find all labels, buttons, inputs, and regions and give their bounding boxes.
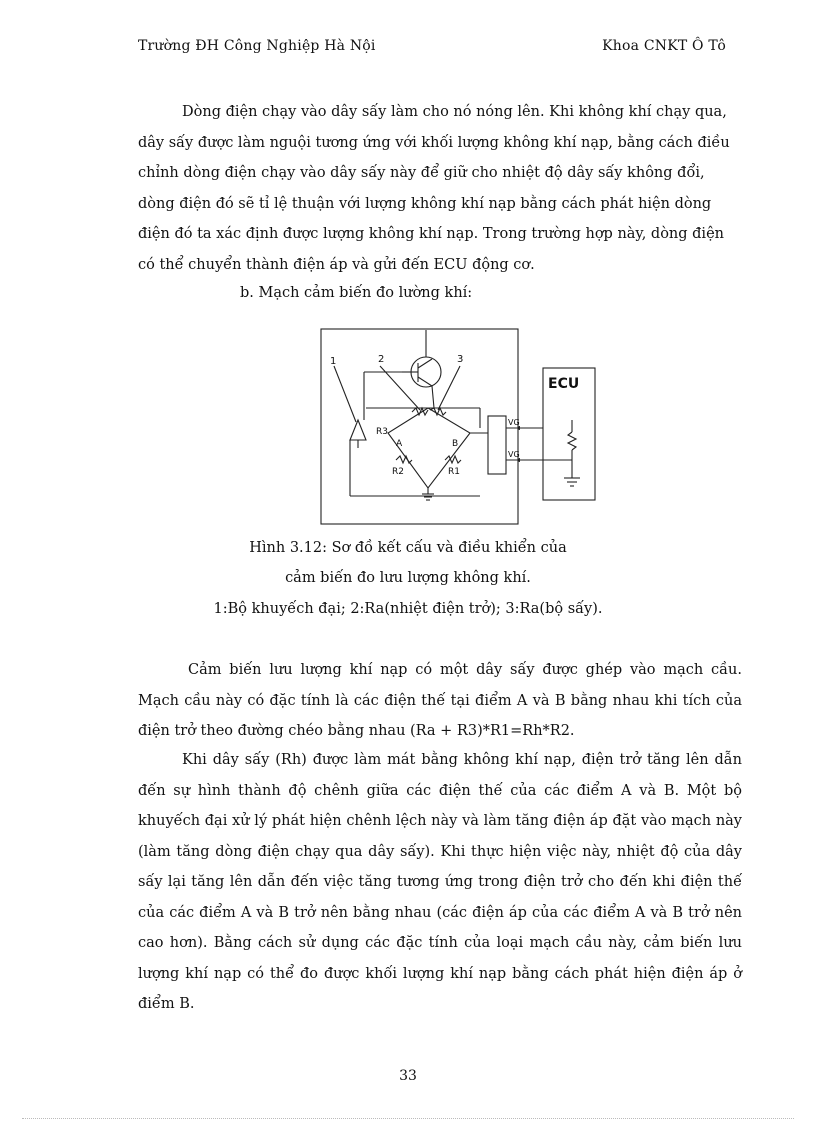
paragraph-3 [138,745,742,1020]
label-r2: R2 [392,467,404,477]
label-1: 1 [330,356,337,367]
paragraph-3-text: Khi dây sấy (Rh) được làm mát bằng không khí nạp, điện trở tăng lên dẫn đến sự hình thành độ chênh giữa các điện thế của các điểm A và B. Một bộ khuyếch đại xử lý phát hiện chênh lệch này và làm tăng điện áp đặt vào mạch này (làm tăng dòng điện chạy qua dây sấy). Khi thực hiện việc này, nhiệt độ của dây sấy lại tăng lên dẫn đến việc tăng tương ứng trong điện trở cho đến khi điện thế của các điểm A và B trở nên bằng nhau (các điện áp của các điểm A và B trở nên cao hơn). Bằng cách sử dụng các đặc tính của loại mạch cầu này, cảm biến lưu lượng khí nạp có thể đo được khối lượng khí nạp bằng cách phát hiện điện áp ở điểm B. [138,752,742,1012]
circuit-diagram [320,328,520,526]
figure-caption-title: Hình 3.12: Sơ đồ kết cấu và điều khiển của [249,540,567,556]
label-r3: R3 [376,427,388,437]
subheading: b. Mạch cảm biến đo lường khí: [240,285,473,301]
page-bottom-divider [22,1118,794,1119]
paragraph-1 [138,97,742,280]
ecu-diagram [518,328,608,526]
page-number: 33 [399,1068,417,1084]
header-faculty: Khoa CNKT Ô Tô [602,38,726,54]
label-b: B [452,439,459,449]
label-r1: R1 [448,467,460,477]
header-school: Trường ĐH Công Nghiệp Hà Nội [138,38,376,54]
paragraph-2-text: Cảm biến lưu lượng khí nạp có một dây sấy được ghép vào mạch cầu. Mạch cầu này có đặc tính là các điện thế tại điểm A và B bằng nhau khi tích của điện trở theo đường chéo bằng nhau (Ra + R3)*R1=Rh*R2. [138,662,742,739]
label-vg-bottom: VG [508,450,520,459]
figure-caption-subtitle: cảm biến đo lưu lượng không khí. [285,570,531,586]
label-2: 2 [378,354,385,365]
ecu-label: ECU [548,376,580,392]
paragraph-1-text: Dòng điện chạy vào dây sấy làm cho nó nóng lên. Khi không khí chạy qua, dây sấy được làm nguội tương ứng với khối lượng không khí nạp, bằng cách điều chỉnh dòng điện chạy vào dây sấy này để giữ cho nhiệt độ dây sấy không đổi, dòng điện đó sẽ tỉ lệ thuận với lượng không khí nạp bằng cách phát hiện dòng điện đó ta xác định được lượng không khí nạp. Trong trường hợp này, dòng điện có thể chuyển thành điện áp và gửi đến ECU động cơ. [138,104,730,273]
paragraph-2 [138,655,742,747]
figure-caption-legend: 1:Bộ khuyếch đại; 2:Ra(nhiệt điện trở); 3:Ra(bộ sấy). [213,601,603,617]
amplifier-symbol [350,420,366,440]
label-3: 3 [457,354,464,365]
label-vg-top: VG [508,418,520,427]
label-a: A [396,439,403,449]
